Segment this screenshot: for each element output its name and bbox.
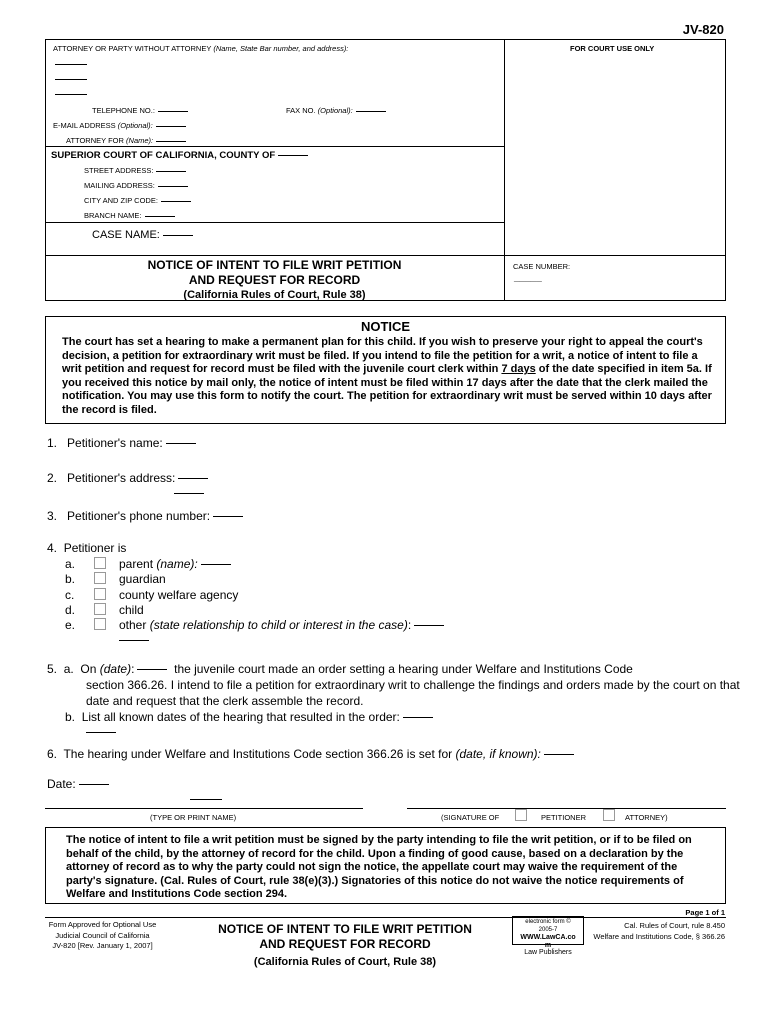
date-field[interactable]: Date:: [47, 777, 109, 791]
address-line-2[interactable]: [174, 493, 204, 494]
option-d-letter: d.: [65, 603, 76, 617]
option-b-label: guardian: [119, 572, 166, 586]
item-petitioner-is: 4. Petitioner is: [47, 541, 127, 555]
case-number-label: CASE NUMBER:: [513, 262, 571, 271]
case-name-field[interactable]: CASE NAME:: [92, 229, 193, 241]
option-e-letter: e.: [65, 618, 76, 632]
item-petitioner-address[interactable]: 2. Petitioner's address:: [47, 471, 208, 485]
court-use-label: FOR COURT USE ONLY: [570, 44, 655, 53]
mailing-field[interactable]: MAILING ADDRESS:: [84, 181, 188, 190]
option-a-label: parent (name):: [119, 557, 231, 571]
divider: [45, 222, 504, 223]
court-title[interactable]: SUPERIOR COURT OF CALIFORNIA, COUNTY OF: [51, 150, 308, 161]
footer-form-title: NOTICE OF INTENT TO FILE WRIT PETITION AND REQUEST FOR RECORD (California Rules of Court, Rule 38): [218, 922, 472, 968]
fax-field[interactable]: FAX NO. (Optional):: [286, 106, 386, 115]
option-d-label: child: [119, 603, 144, 617]
option-b-letter: b.: [65, 572, 76, 586]
notice-heading: NOTICE: [360, 319, 411, 334]
child-checkbox[interactable]: [94, 603, 106, 615]
signature-line[interactable]: [407, 808, 726, 809]
option-c-letter: c.: [65, 588, 75, 602]
approval-block: Form Approved for Optional Use Judicial Council of California JV-820 [Rev. January 1, 2007]: [48, 920, 157, 950]
item-5b[interactable]: b. List all known dates of the hearing that resulted in the order:: [65, 710, 433, 724]
caption-divider: [504, 39, 505, 301]
attorney-line-1[interactable]: [55, 64, 87, 65]
print-name-line[interactable]: [45, 808, 363, 809]
telephone-field[interactable]: TELEPHONE NO.:: [92, 106, 188, 115]
attorney-line-2[interactable]: [55, 79, 87, 80]
divider: [45, 917, 726, 918]
other-line-2[interactable]: [119, 640, 149, 641]
item-5a-text-2: section 366.26. I intend to file a petition for extraordinary writ to challenge the findings and orders made by the court on that: [86, 678, 740, 692]
attorney-for-field[interactable]: ATTORNEY FOR (Name):: [66, 136, 186, 145]
notice-text: The court has set a hearing to make a permanent plan for this child. If you wish to preserve your right to appeal the court's decision, a petition for extraordinary writ must be filed. If you intend to file the petition for a writ, a notice of intent to file a writ petition and request for record must be filed with the juvenile court clerk within 7 days of the date specified in item 5a. If you received this notice by mail only, the notice of intent must be filed within 17 days after the date that the clerk mailed the notification. You may use this form to notify the court. The petition for extraordinary writ must be served within 10 days after the record is filed.: [62, 336, 712, 416]
item-5a-text-3: date and request that the clerk assemble the record.: [86, 694, 364, 708]
attorney-label: ATTORNEY): [625, 813, 668, 822]
badge-text: electronic form © 2005-7 WWW.LawCA.co m: [520, 919, 576, 949]
county-agency-checkbox[interactable]: [94, 588, 106, 600]
parent-checkbox[interactable]: [94, 557, 106, 569]
option-a-letter: a.: [65, 557, 76, 571]
page-number: Page 1 of 1: [685, 908, 725, 917]
item-5a[interactable]: 5. a. On (date): the juvenile court made an order setting a hearing under Welfare and Institutions Code: [47, 662, 633, 676]
street-field[interactable]: STREET ADDRESS:: [84, 166, 186, 175]
form-title: NOTICE OF INTENT TO FILE WRIT PETITION AND REQUEST FOR RECORD (California Rules of Court, Rule 38): [147, 258, 402, 301]
item-petitioner-name[interactable]: 1. Petitioner's name:: [47, 436, 196, 450]
date-line-2[interactable]: [190, 799, 222, 800]
attorney-label: ATTORNEY OR PARTY WITHOUT ATTORNEY (Name, State Bar number, and address):: [53, 44, 349, 53]
case-number-value[interactable]: _____: [514, 272, 542, 283]
form-id: JV-820: [682, 22, 724, 37]
attorney-line-3[interactable]: [55, 94, 87, 95]
petitioner-checkbox[interactable]: [515, 809, 527, 821]
email-field[interactable]: E-MAIL ADDRESS (Optional):: [53, 121, 186, 130]
attorney-checkbox[interactable]: [603, 809, 615, 821]
guardian-checkbox[interactable]: [94, 572, 106, 584]
type-print-label: (TYPE OR PRINT NAME): [150, 813, 237, 822]
option-c-label: county welfare agency: [119, 588, 239, 602]
5b-line-2[interactable]: [86, 732, 116, 733]
petitioner-label: PETITIONER: [541, 813, 587, 822]
other-checkbox[interactable]: [94, 618, 106, 630]
divider: [45, 255, 726, 256]
divider: [45, 146, 504, 147]
city-zip-field[interactable]: CITY AND ZIP CODE:: [84, 196, 191, 205]
option-e-label: other (state relationship to child or interest in the case):: [119, 618, 444, 632]
branch-field[interactable]: BRANCH NAME:: [84, 211, 175, 220]
item-6[interactable]: 6. The hearing under Welfare and Institutions Code section 366.26 is set for (date, if known):: [47, 747, 574, 761]
rules-citation: Cal. Rules of Court, rule 8.450 Welfare and Institutions Code, § 366.26: [593, 921, 725, 941]
item-petitioner-phone[interactable]: 3. Petitioner's phone number:: [47, 509, 243, 523]
footer-notice-text: The notice of intent to file a writ petition must be signed by the party intending to file the writ petition, or if to be filed on behalf of the child, by the attorney of record for the child. Upon a finding of good cause, based on a declaration by the attorney of record as to why the party could not sign the notice, the appellate court may waive the requirement of the party's signature. (Cal. Rules of Court, rule 38(e)(3).) Signatories of this notice do not waive the notice requirements of Welfare and Institutions Code section 294.: [66, 834, 692, 900]
signature-of-label: (SIGNATURE OF: [441, 813, 500, 822]
publisher-label: Law Publishers: [524, 949, 572, 956]
